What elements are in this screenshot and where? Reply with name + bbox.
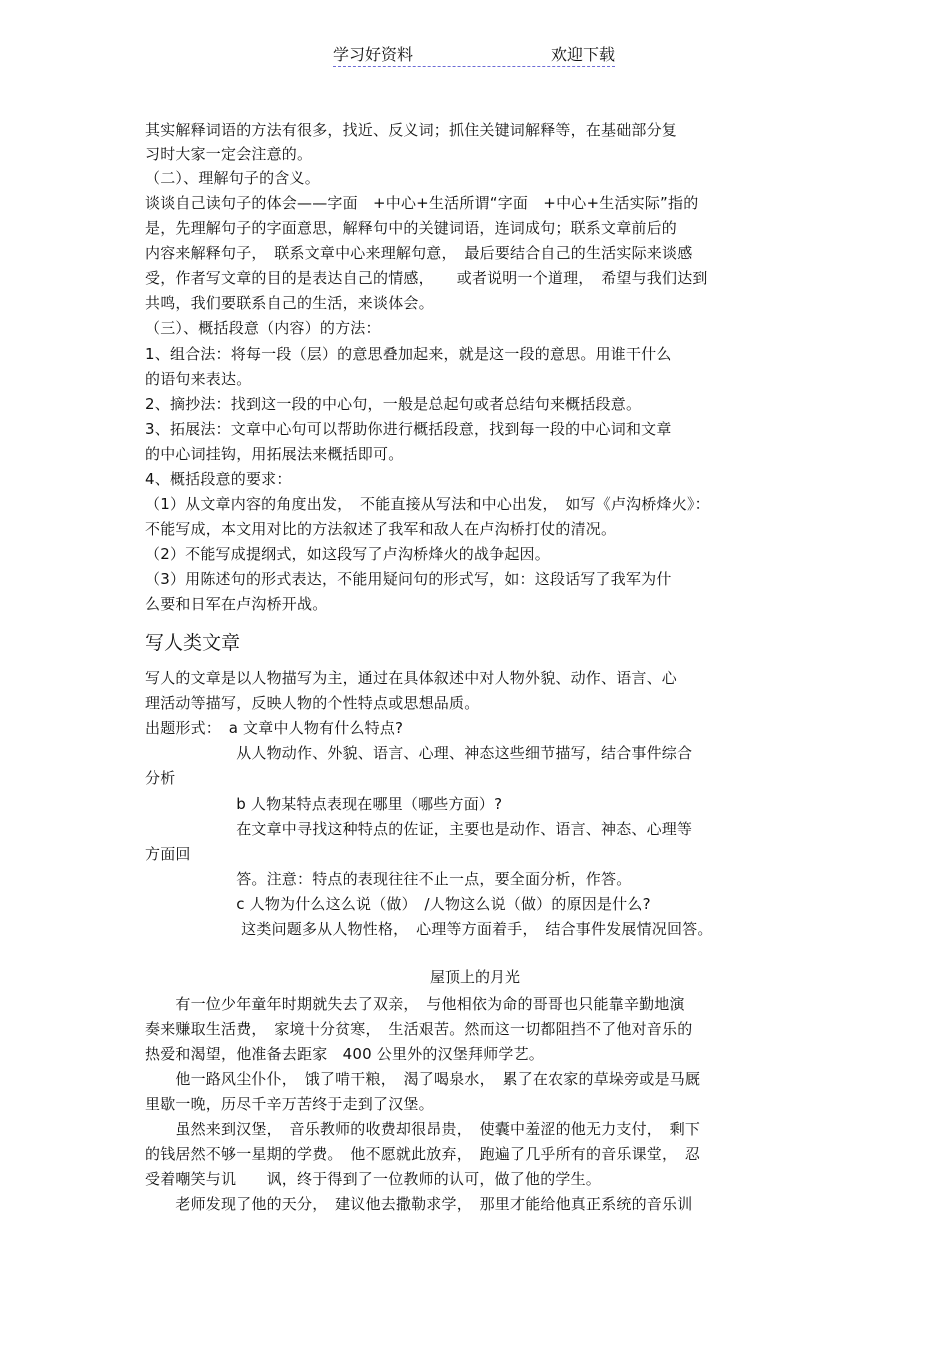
- text-line: 从人物动作、外貌、语言、心理、神态这些细节描写，结合事件综合: [145, 744, 693, 762]
- text-line: 热爱和渴望，他准备去距家 400 公里外的汉堡拜师学艺。: [145, 1045, 545, 1063]
- text-line: 分析: [145, 769, 176, 787]
- page-header: [333, 40, 615, 67]
- text-line: 里歇一晚，历尽千辛万苦终于走到了汉堡。: [145, 1095, 434, 1113]
- text-line: 他一路风尘仆仆， 饿了啃干粮， 渴了喝泉水， 累了在农家的草垛旁或是马厩: [145, 1070, 701, 1088]
- text-line: （二）、理解句子的含义。: [145, 169, 320, 187]
- text-line: （2）不能写成提纲式，如这段写了卢沟桥烽火的战争起因。: [145, 545, 550, 563]
- text-line: 老师发现了他的天分， 建议他去撒勒求学， 那里才能给他真正系统的音乐训: [145, 1195, 693, 1213]
- header-right-text: 欢迎下载: [550, 45, 615, 64]
- text-line: c 人物为什么这么说（做） /人物这么说（做）的原因是什么?: [145, 895, 651, 913]
- text-line: 的语句来表达。: [145, 370, 252, 388]
- text-line: （1）从文章内容的角度出发， 不能直接从写法和中心出发， 如写《卢沟桥烽火》：: [145, 495, 710, 513]
- text-line: 出题形式： a 文章中人物有什么特点?: [145, 719, 404, 737]
- text-line: 写人的文章是以人物描写为主，通过在具体叙述中对人物外貌、动作、语言、心: [145, 669, 678, 687]
- text-line: 的钱居然不够一星期的学费。 他不愿就此放弃， 跑遍了几乎所有的音乐课堂， 忍: [145, 1145, 701, 1163]
- text-line: 么要和日军在卢沟桥开战。: [145, 595, 328, 613]
- header-left-text: 学习好资料: [333, 45, 414, 64]
- text-line: 习时大家一定会注意的。: [145, 145, 313, 163]
- text-line: 内容来解释句子， 联系文章中心来理解句意， 最后要结合自己的生活实际来谈感: [145, 244, 693, 262]
- text-line: 奏来赚取生活费， 家境十分贫寒， 生活艰苦。然而这一切都阻挡不了他对音乐的: [145, 1020, 693, 1038]
- text-line: 共鸣，我们要联系自己的生活，来谈体会。: [145, 294, 434, 312]
- text-line: 受，作者写文章的目的是表达自己的情感， 或者说明一个道理， 希望与我们达到: [145, 269, 708, 287]
- text-line: 是，先理解句子的字面意思，解释句中的关键词语，连词成句；联系文章前后的: [145, 219, 678, 237]
- section-heading: 写人类文章: [145, 632, 241, 654]
- story-title: 屋顶上的月光: [429, 968, 520, 986]
- text-line: 谈谈自己读句子的体会——字面 +中心+生活所谓“字面 +中心+生活实际”指的: [145, 194, 699, 212]
- text-line: 方面回: [145, 845, 191, 863]
- text-line: 4、概括段意的要求：: [145, 470, 292, 488]
- text-line: 虽然来到汉堡， 音乐教师的收费却很昂贵， 使囊中羞涩的他无力支付， 剩下: [145, 1120, 701, 1138]
- text-line: 理活动等描写，反映人物的个性特点或思想品质。: [145, 694, 480, 712]
- text-line: （三）、概括段意（内容）的方法：: [145, 319, 381, 337]
- text-line: 的中心词挂钩，用拓展法来概括即可。: [145, 445, 404, 463]
- text-line: 其实解释词语的方法有很多，找近、反义词；抓住关键词解释等，在基础部分复: [145, 121, 678, 139]
- text-line: 这类问题多从人物性格， 心理等方面着手， 结合事件发展情况回答。: [145, 920, 713, 938]
- text-line: 2、摘抄法：找到这一段的中心句，一般是总起句或者总结句来概括段意。: [145, 395, 642, 413]
- text-line: 有一位少年童年时期就失去了双亲， 与他相依为命的哥哥也只能靠辛勤地演: [145, 995, 685, 1013]
- text-line: 1、组合法：将每一段（层）的意思叠加起来，就是这一段的意思。用谁干什么: [145, 345, 672, 363]
- text-line: 答。注意：特点的表现往往不止一点，要全面分析，作答。: [145, 870, 632, 888]
- text-line: （3）用陈述句的形式表达，不能用疑问句的形式写，如：这段话写了我军为什: [145, 570, 672, 588]
- text-line: 在文章中寻找这种特点的佐证，主要也是动作、语言、神态、心理等: [145, 820, 693, 838]
- text-line: 不能写成，本文用对比的方法叙述了我军和敌人在卢沟桥打仗的清况。: [145, 520, 617, 538]
- text-line: 受着嘲笑与讥 讽，终于得到了一位教师的认可，做了他的学生。: [145, 1170, 602, 1188]
- text-line: 3、拓展法：文章中心句可以帮助你进行概括段意，找到每一段的中心词和文章: [145, 420, 672, 438]
- text-line: b 人物某特点表现在哪里（哪些方面）?: [145, 795, 503, 813]
